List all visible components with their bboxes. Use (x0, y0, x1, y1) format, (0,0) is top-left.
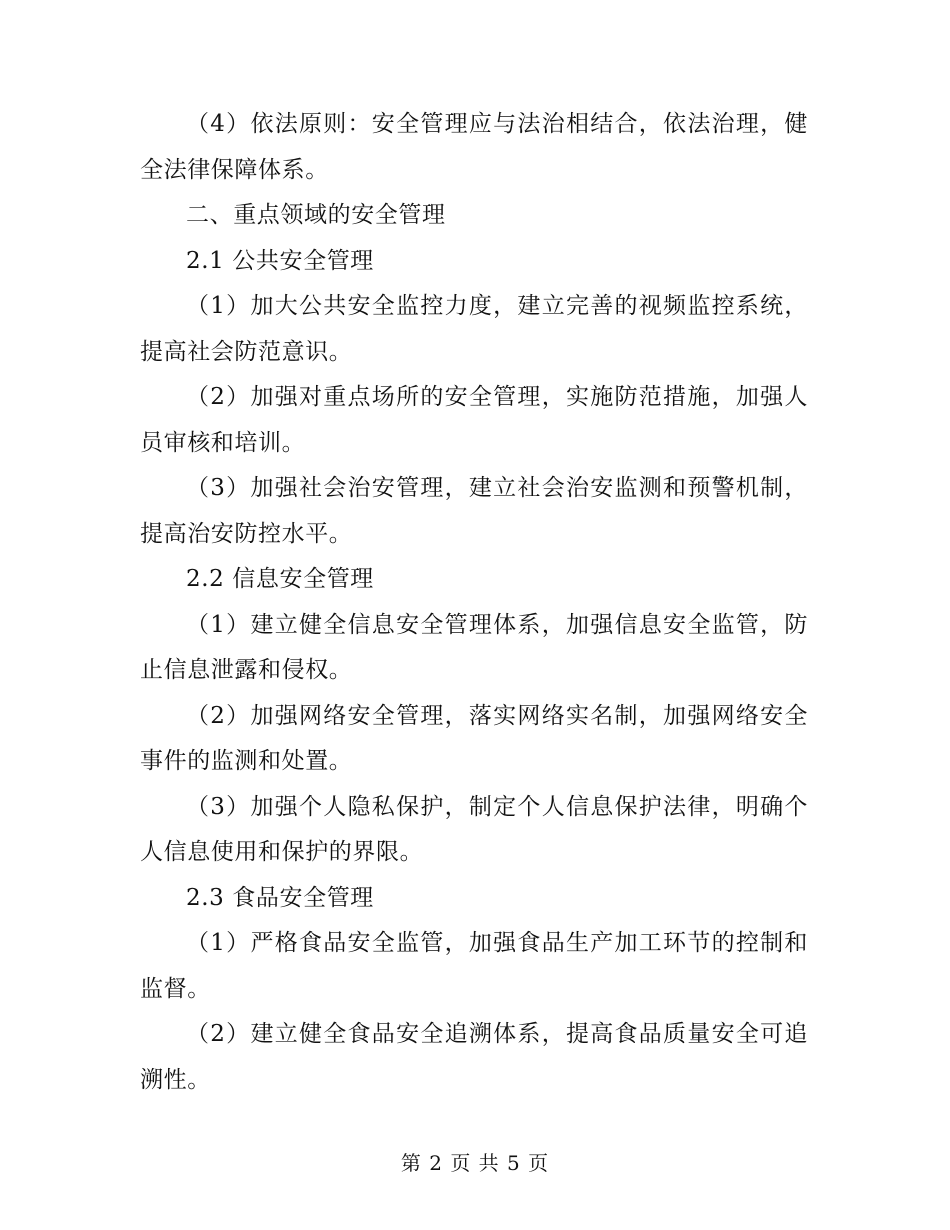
document-body (140, 102, 808, 1103)
paragraph-principle-4: （4）依法原则：安全管理应与法治相结合，依法治理，健全法律保障体系。 (140, 111, 808, 183)
subsection-heading-2-3: 2.3 食品安全管理 (186, 884, 374, 911)
paragraph-2-1-item-2: （2）加强对重点场所的安全管理，实施防范措施，加强人员审核和培训。 (140, 384, 808, 456)
subsection-heading-2-1: 2.1 公共安全管理 (186, 247, 374, 274)
section-heading-2: 二、重点领域的安全管理 (186, 202, 446, 228)
paragraph-2-3-item-2: （2）建立健全食品安全追溯体系，提高食品质量安全可追溯性。 (140, 1021, 808, 1093)
paragraph-2-2-item-1: （1）建立健全信息安全管理体系，加强信息安全监管，防止信息泄露和侵权。 (140, 611, 808, 683)
paragraph-2-3-item-1: （1）严格食品安全监管，加强食品生产加工环节的控制和监督。 (140, 930, 808, 1002)
subsection-heading-2-2: 2.2 信息安全管理 (186, 566, 374, 592)
page-number-footer: 第 2 页 共 5 页 (400, 1151, 550, 1175)
paragraph-2-2-item-3: （3）加强个人隐私保护，制定个人信息保护法律，明确个人信息使用和保护的界限。 (140, 793, 808, 865)
paragraph-2-2-item-2: （2）加强网络安全管理，落实网络实名制，加强网络安全事件的监测和处置。 (140, 702, 808, 774)
paragraph-2-1-item-3: （3）加强社会治安管理，建立社会治安监测和预警机制，提高治安防控水平。 (140, 475, 808, 547)
paragraph-2-1-item-1: （1）加大公共安全监控力度，建立完善的视频监控系统，提高社会防范意识。 (140, 293, 808, 365)
